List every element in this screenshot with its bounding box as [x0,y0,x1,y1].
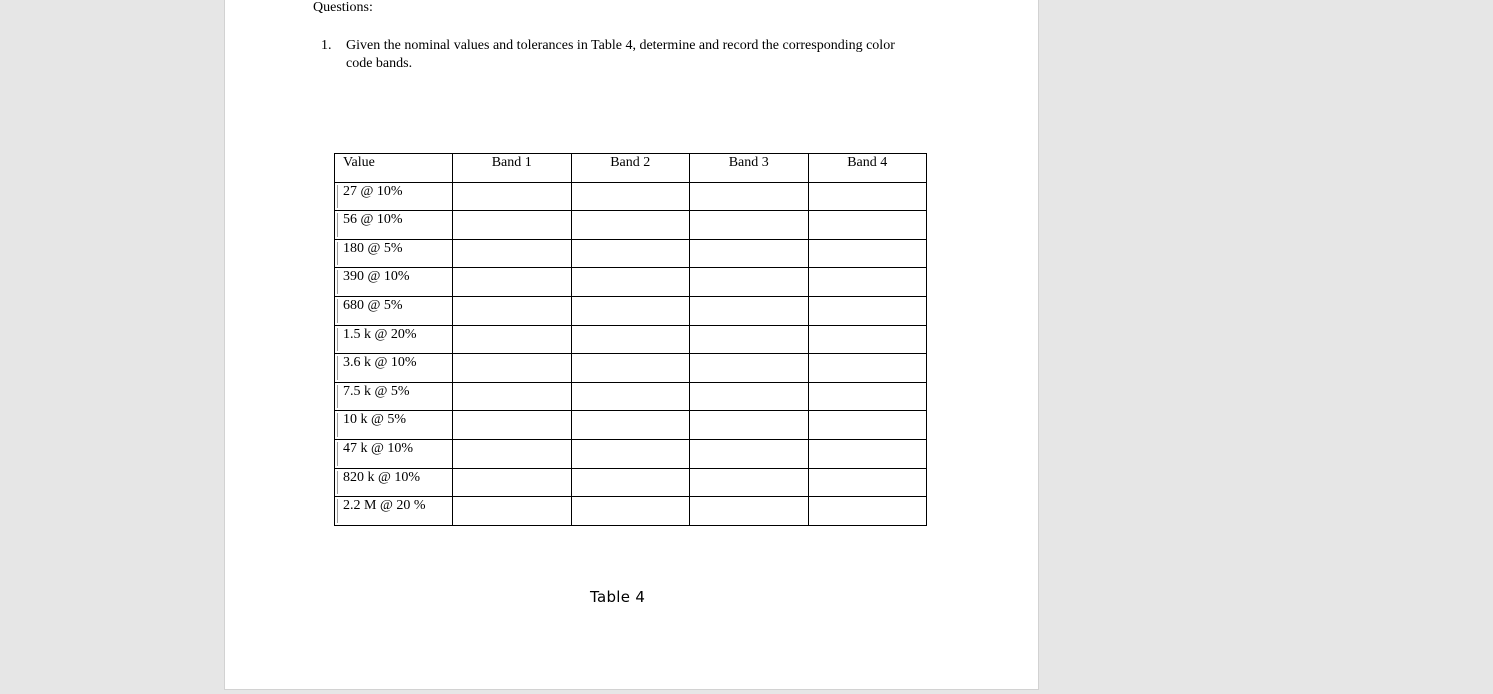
value-cell: 820 k @ 10% [335,468,453,497]
band-3-cell[interactable] [690,411,809,440]
band-2-cell[interactable] [571,239,690,268]
value-cell: 10 k @ 5% [335,411,453,440]
band-3-cell[interactable] [690,439,809,468]
band-1-cell[interactable] [453,239,572,268]
table-caption: Table 4 [590,588,646,606]
band-4-cell[interactable] [808,382,927,411]
header-band-1: Band 1 [453,154,572,183]
band-3-cell[interactable] [690,497,809,526]
document-page [224,0,1039,690]
band-1-cell[interactable] [453,325,572,354]
band-4-cell[interactable] [808,268,927,297]
band-4-cell[interactable] [808,468,927,497]
band-1-cell[interactable] [453,439,572,468]
band-3-cell[interactable] [690,182,809,211]
table-row [335,497,927,526]
table-row [335,354,927,383]
table-body [335,182,927,525]
band-3-cell[interactable] [690,268,809,297]
band-2-cell[interactable] [571,296,690,325]
band-2-cell[interactable] [571,411,690,440]
question-1 [321,37,901,73]
question-text: Given the nominal values and tolerances in Table 4, determine and record the corresponding color code bands. [346,38,895,71]
band-4-cell[interactable] [808,325,927,354]
band-4-cell[interactable] [808,182,927,211]
band-2-cell[interactable] [571,497,690,526]
value-cell: 3.6 k @ 10% [335,354,453,383]
band-2-cell[interactable] [571,182,690,211]
value-cell: 680 @ 5% [335,296,453,325]
questions-heading: Questions: [313,0,373,15]
band-3-cell[interactable] [690,325,809,354]
table-row [335,182,927,211]
band-4-cell[interactable] [808,439,927,468]
value-cell: 1.5 k @ 20% [335,325,453,354]
value-cell: 56 @ 10% [335,211,453,240]
header-band-4: Band 4 [808,154,927,183]
value-cell: 47 k @ 10% [335,439,453,468]
value-cell: 390 @ 10% [335,268,453,297]
band-1-cell[interactable] [453,354,572,383]
table-row [335,296,927,325]
band-4-cell[interactable] [808,296,927,325]
value-cell: 180 @ 5% [335,239,453,268]
band-4-cell[interactable] [808,411,927,440]
table-row [335,439,927,468]
band-3-cell[interactable] [690,354,809,383]
band-2-cell[interactable] [571,354,690,383]
band-1-cell[interactable] [453,182,572,211]
band-2-cell[interactable] [571,382,690,411]
band-2-cell[interactable] [571,468,690,497]
table-row [335,211,927,240]
band-2-cell[interactable] [571,211,690,240]
band-1-cell[interactable] [453,411,572,440]
table-row [335,411,927,440]
header-band-2: Band 2 [571,154,690,183]
band-1-cell[interactable] [453,382,572,411]
band-1-cell[interactable] [453,497,572,526]
value-cell: 27 @ 10% [335,182,453,211]
band-1-cell[interactable] [453,296,572,325]
band-3-cell[interactable] [690,239,809,268]
table-row [335,268,927,297]
band-4-cell[interactable] [808,211,927,240]
band-1-cell[interactable] [453,268,572,297]
band-3-cell[interactable] [690,382,809,411]
band-3-cell[interactable] [690,468,809,497]
band-1-cell[interactable] [453,211,572,240]
band-4-cell[interactable] [808,239,927,268]
band-2-cell[interactable] [571,325,690,354]
band-3-cell[interactable] [690,211,809,240]
table-header-row [335,154,927,183]
header-band-3: Band 3 [690,154,809,183]
band-2-cell[interactable] [571,439,690,468]
value-cell: 2.2 M @ 20 % [335,497,453,526]
table-row [335,382,927,411]
table-row [335,468,927,497]
color-band-table [334,153,927,526]
table-row [335,239,927,268]
band-2-cell[interactable] [571,268,690,297]
band-4-cell[interactable] [808,354,927,383]
band-4-cell[interactable] [808,497,927,526]
value-cell: 7.5 k @ 5% [335,382,453,411]
header-value: Value [335,154,453,183]
table-row [335,325,927,354]
question-number: 1. [321,38,332,53]
band-1-cell[interactable] [453,468,572,497]
band-3-cell[interactable] [690,296,809,325]
